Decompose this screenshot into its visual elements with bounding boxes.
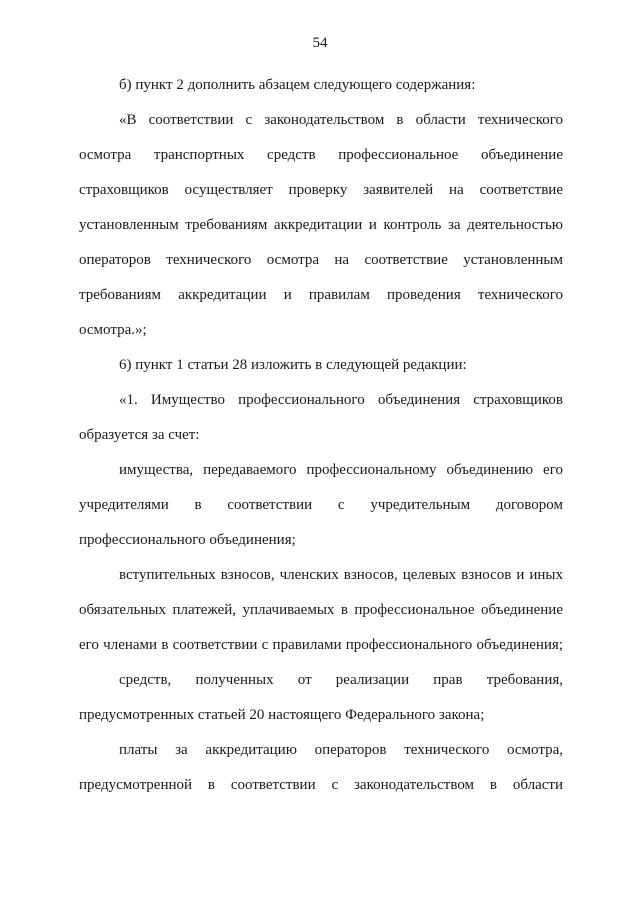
text-line: операторов технического осмотра на соответствие установленным bbox=[79, 252, 563, 268]
text-line: имущества, передаваемого профессиональному объединению его bbox=[119, 462, 563, 478]
text-line: «1. Имущество профессионального объединения страховщиков bbox=[119, 392, 563, 408]
text-line: предусмотренной в соответствии с законодательством в области bbox=[79, 777, 563, 793]
text-line: образуется за счет: bbox=[79, 427, 200, 443]
text-line: 6) пункт 1 статьи 28 изложить в следующей редакции: bbox=[119, 357, 467, 373]
text-line: обязательных платежей, уплачиваемых в профессиональное объединение bbox=[79, 602, 563, 618]
page-number: 54 bbox=[312, 35, 328, 51]
text-line: «В соответствии с законодательством в области технического bbox=[119, 112, 563, 128]
text-line: профессионального объединения; bbox=[79, 532, 296, 548]
text-line: вступительных взносов, членских взносов, целевых взносов и иных bbox=[119, 567, 563, 583]
text-line: требованиям аккредитации и правилам проведения технического bbox=[79, 287, 563, 303]
text-line: средств, полученных от реализации прав требования, bbox=[119, 672, 563, 688]
text-line: учредителями в соответствии с учредительным договором bbox=[79, 497, 563, 513]
text-line: страховщиков осуществляет проверку заявителей на соответствие bbox=[79, 182, 563, 198]
document-body bbox=[79, 68, 563, 803]
text-line: установленным требованиям аккредитации и контроль за деятельностью bbox=[79, 217, 563, 233]
text-line: предусмотренных статьей 20 настоящего Федерального закона; bbox=[79, 707, 485, 723]
text-line: его членами в соответствии с правилами профессионального объединения; bbox=[79, 637, 563, 653]
text-line: б) пункт 2 дополнить абзацем следующего содержания: bbox=[119, 77, 476, 93]
text-line: осмотра транспортных средств профессиональное объединение bbox=[79, 147, 563, 163]
text-line: осмотра.»; bbox=[79, 322, 147, 338]
text-line: платы за аккредитацию операторов технического осмотра, bbox=[119, 742, 563, 758]
